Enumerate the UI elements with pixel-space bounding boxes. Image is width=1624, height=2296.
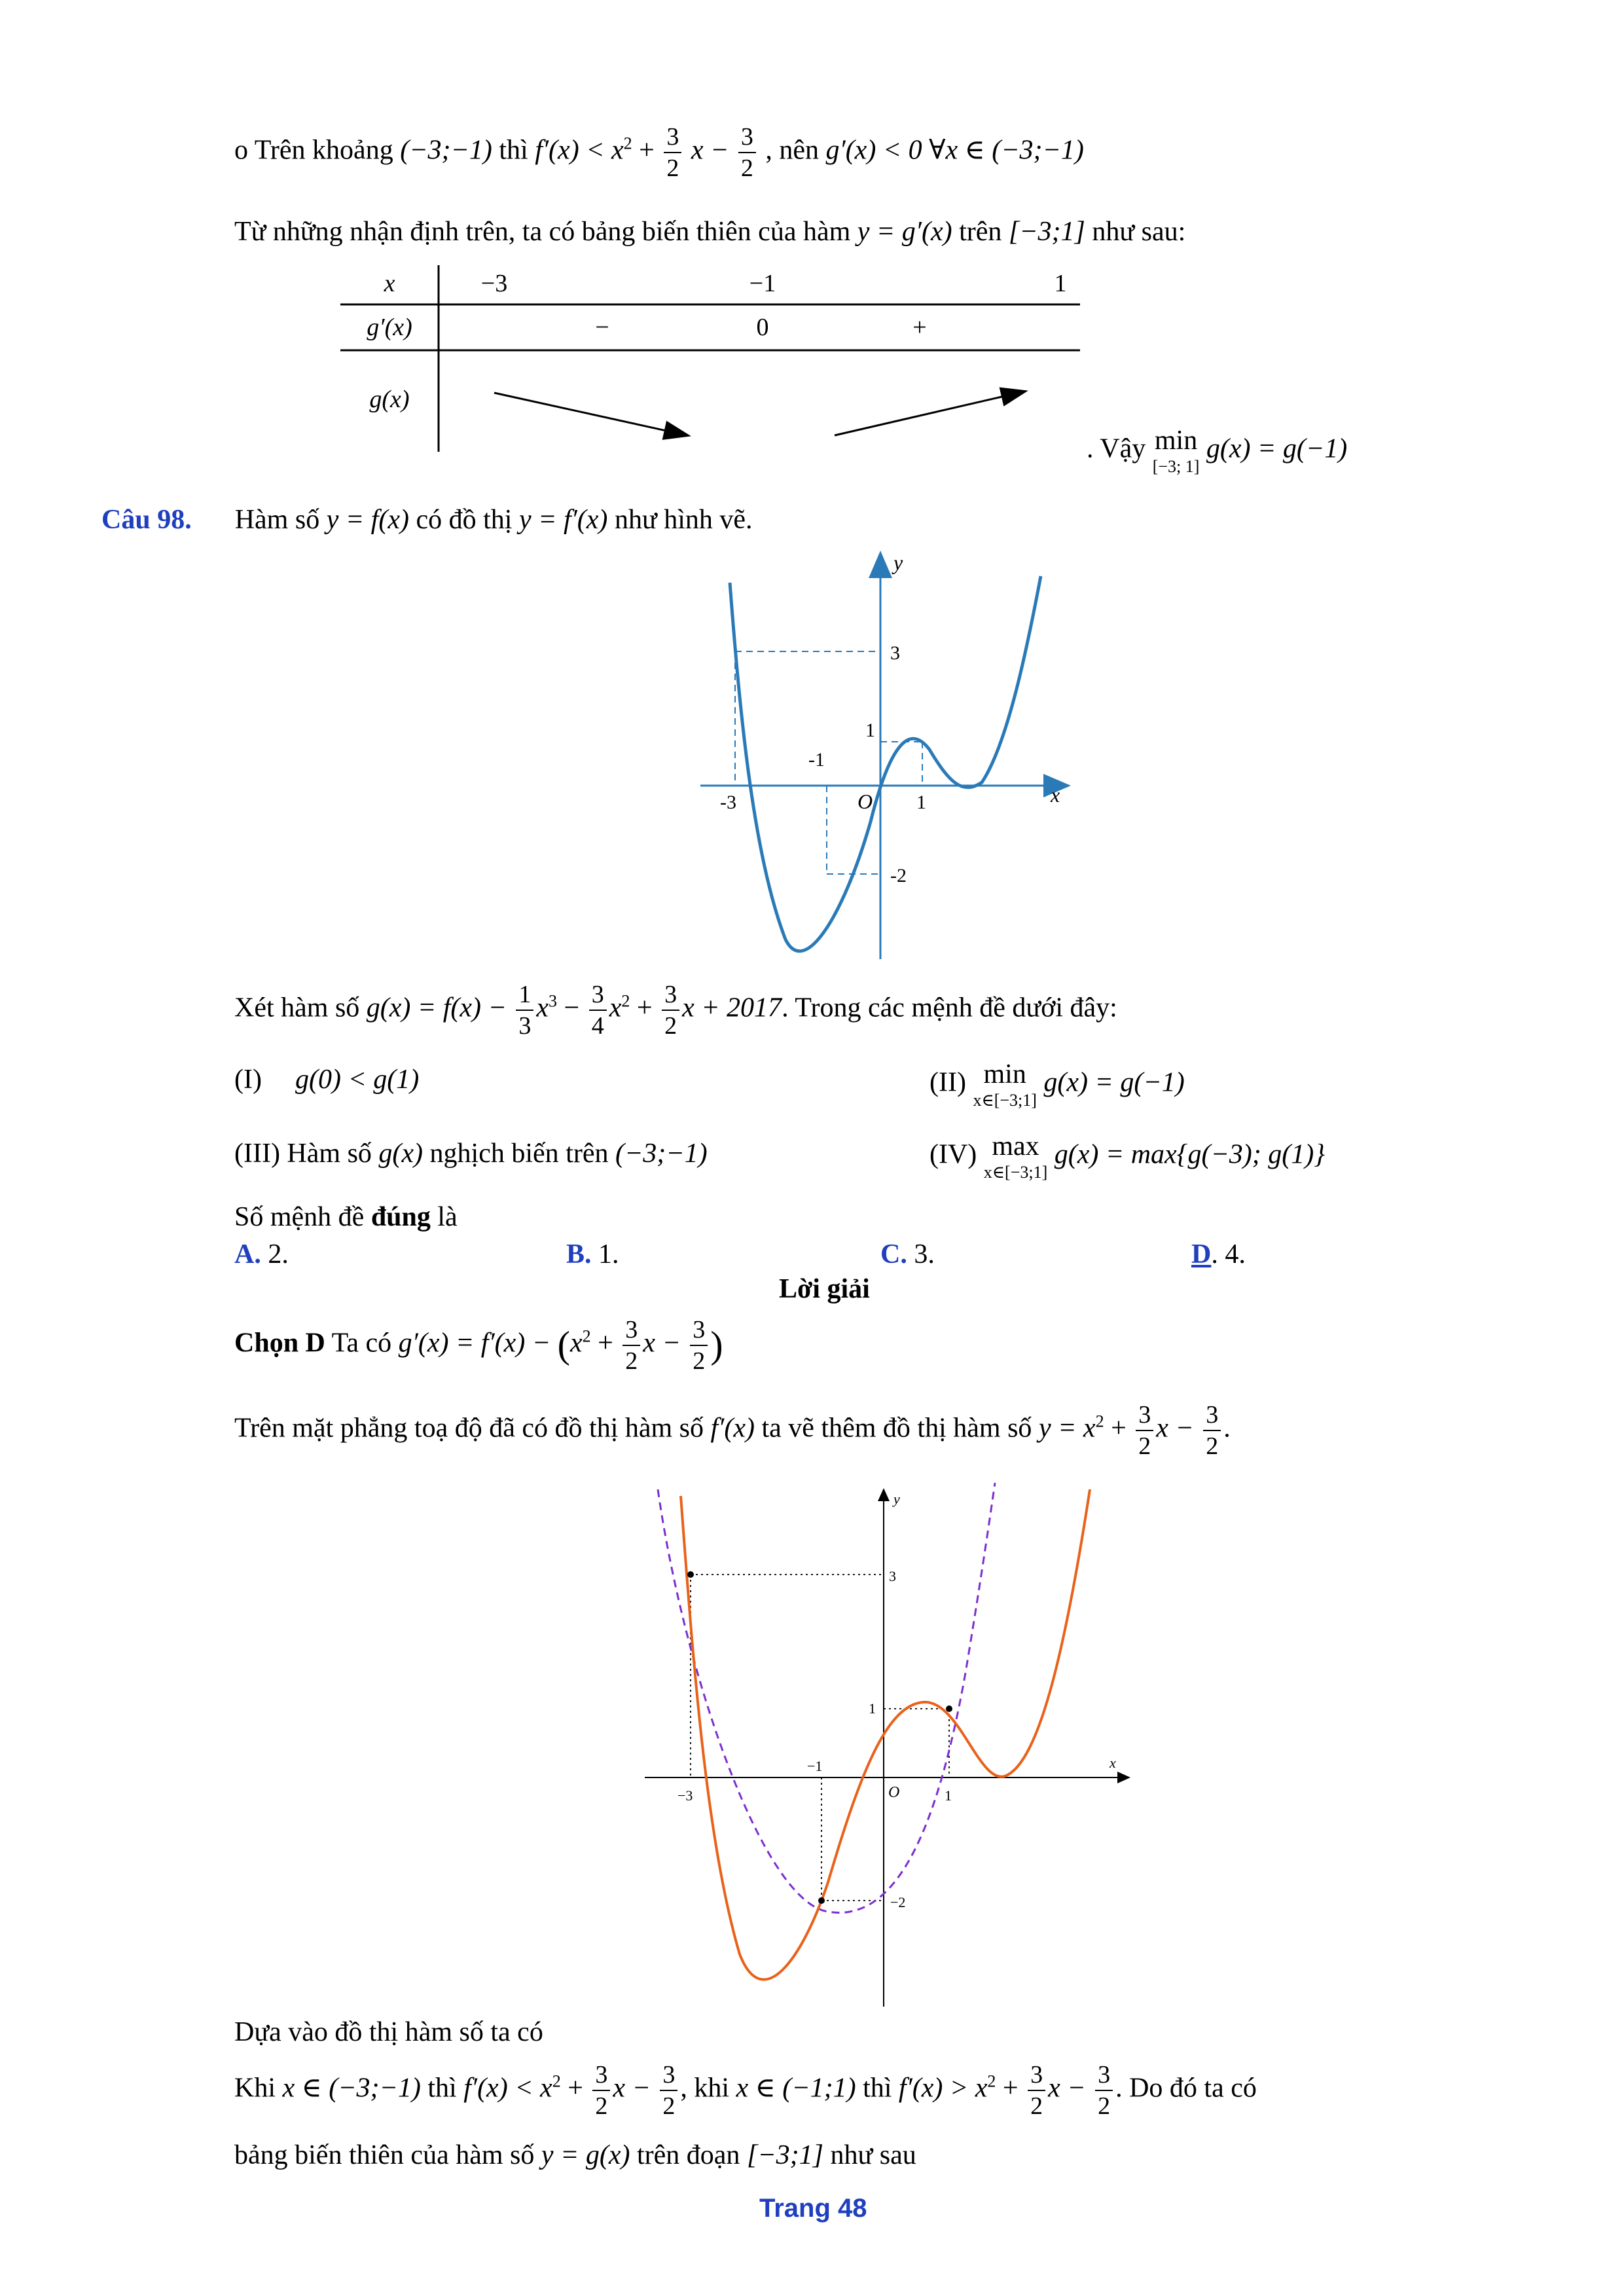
solution-line-4: Khi x ∈ (−3;−1) thì $f'(x) < x^2$ + $\frac{3}{2}$ x − $\frac{3}{2}$ , khi x ∈ (−1;1) thì $f'(x) > x^2$ + $\frac{3}{2}$ x − $\frac{3}{2}$ . Do đó ta có bbox=[234, 2061, 1257, 2120]
var-table-gp-label: g′(x) bbox=[367, 314, 412, 341]
solution-line-5: bảng biến thiên của hàm số y = g(x) trên đoạn [−3;1] như sau bbox=[234, 2140, 916, 2170]
tick-3: 3 bbox=[889, 1568, 896, 1584]
var-table-g-label: g(x) bbox=[369, 386, 410, 413]
top-line-1: o Trên khoảng (−3;−1) thì $f'(x) < x^2$ + $\frac{3}{2}$ x − $\frac{3}{2}$ , nên g′(x) < 0 ∀x ∈ (−3;−1) bbox=[234, 123, 1084, 182]
variation-table-1 bbox=[340, 262, 1093, 458]
statement-3: (III) Hàm số g(x) nghịch biến trên (−3;−1) bbox=[234, 1139, 708, 1169]
tick-3: 3 bbox=[890, 642, 900, 664]
tick-x1: 1 bbox=[916, 792, 926, 813]
top-line-2: Từ những nhận định trên, ta có bảng biến thiên của hàm y = g′(x) trên [−3;1] như sau: bbox=[234, 217, 1186, 247]
var-table-gp-val: − bbox=[595, 314, 609, 341]
var-table-x-val: −1 bbox=[749, 270, 776, 297]
page-number: Trang 48 bbox=[759, 2194, 867, 2223]
option-a[interactable]: A. 2. bbox=[234, 1239, 289, 1269]
x-label: x bbox=[1051, 783, 1060, 807]
x-label: x bbox=[1110, 1755, 1116, 1771]
solution-line-2: Trên mặt phẳng toạ độ đã có đồ thị hàm số f′(x) ta vẽ thêm đồ thị hàm số $y = x^2$ + $\frac{3}{2}$ x − $\frac{3}{2}$ . bbox=[234, 1401, 1231, 1460]
option-d[interactable]: D. 4. bbox=[1191, 1239, 1246, 1269]
var-table-x-label: x bbox=[384, 270, 395, 297]
option-b[interactable]: B. 1. bbox=[566, 1239, 619, 1269]
fraction: $\frac{3}{2}$ bbox=[664, 124, 681, 181]
parabola-curve bbox=[658, 1483, 995, 1912]
tick-m2: −2 bbox=[890, 1894, 906, 1910]
fprime-curve bbox=[681, 1489, 1090, 1980]
tick-m3: −3 bbox=[677, 1787, 693, 1804]
fprime-curve bbox=[730, 576, 1041, 951]
solution-line-1: Chọn D Ta có $g'(x) = f'(x) - (x^2$ + $\frac{3}{2}$ x − $\frac{3}{2}$ ) bbox=[234, 1316, 723, 1375]
origin-label: O bbox=[888, 1784, 900, 1801]
decrease-arrow bbox=[494, 393, 687, 435]
graph-comparison bbox=[632, 1476, 1142, 2013]
origin-label: O bbox=[857, 790, 873, 813]
var-table-x-val: −3 bbox=[480, 270, 508, 297]
var-table-gp-val: + bbox=[912, 314, 927, 341]
consider-line: Xét hàm số g(x) = f(x) − $\frac{1}{3}$ $x^3$ − $\frac{3}{4}$ $x^2$ + $\frac{3}{2}$ x + 2017. Trong các mệnh đề dưới đây: bbox=[234, 981, 1117, 1040]
var-table-x-val: 1 bbox=[1054, 270, 1067, 297]
solution-heading: Lời giải bbox=[779, 1274, 870, 1304]
tick-1: 1 bbox=[869, 1700, 876, 1717]
var-table-gp-val: 0 bbox=[756, 314, 769, 341]
question-label: Câu 98. bbox=[101, 505, 192, 535]
tick-m1: -1 bbox=[808, 749, 825, 771]
increase-arrow bbox=[835, 392, 1024, 435]
statement-2: (II) min x∈[−3;1] g(x) = g(−1) bbox=[929, 1059, 1185, 1110]
tick-x1: 1 bbox=[945, 1787, 952, 1804]
fraction: $\frac{3}{2}$ bbox=[738, 124, 756, 181]
tick-m3: -3 bbox=[720, 792, 736, 813]
question-stem: Câu 98. Hàm số y = f(x) có đồ thị y = f′(x) như hình vẽ. bbox=[101, 505, 753, 535]
tick-1: 1 bbox=[865, 720, 875, 741]
conclusion-1: . Vậy min [−3; 1] g(x) = g(−1) bbox=[1087, 426, 1348, 476]
y-label: y bbox=[893, 551, 903, 574]
tick-m2: -2 bbox=[890, 865, 907, 886]
solution-line-3: Dựa vào đồ thị hàm số ta có bbox=[234, 2017, 543, 2047]
count-line: Số mệnh đề đúng là bbox=[234, 1202, 458, 1232]
option-c[interactable]: C. 3. bbox=[880, 1239, 935, 1269]
graph-fprime bbox=[694, 547, 1087, 966]
tick-m1: −1 bbox=[807, 1758, 823, 1774]
y-label: y bbox=[893, 1491, 900, 1507]
statement-1: (I) g(0) < g(1) bbox=[234, 1065, 420, 1095]
statement-4: (IV) max x∈[−3;1] g(x) = max{g(−3); g(1)} bbox=[929, 1131, 1326, 1182]
